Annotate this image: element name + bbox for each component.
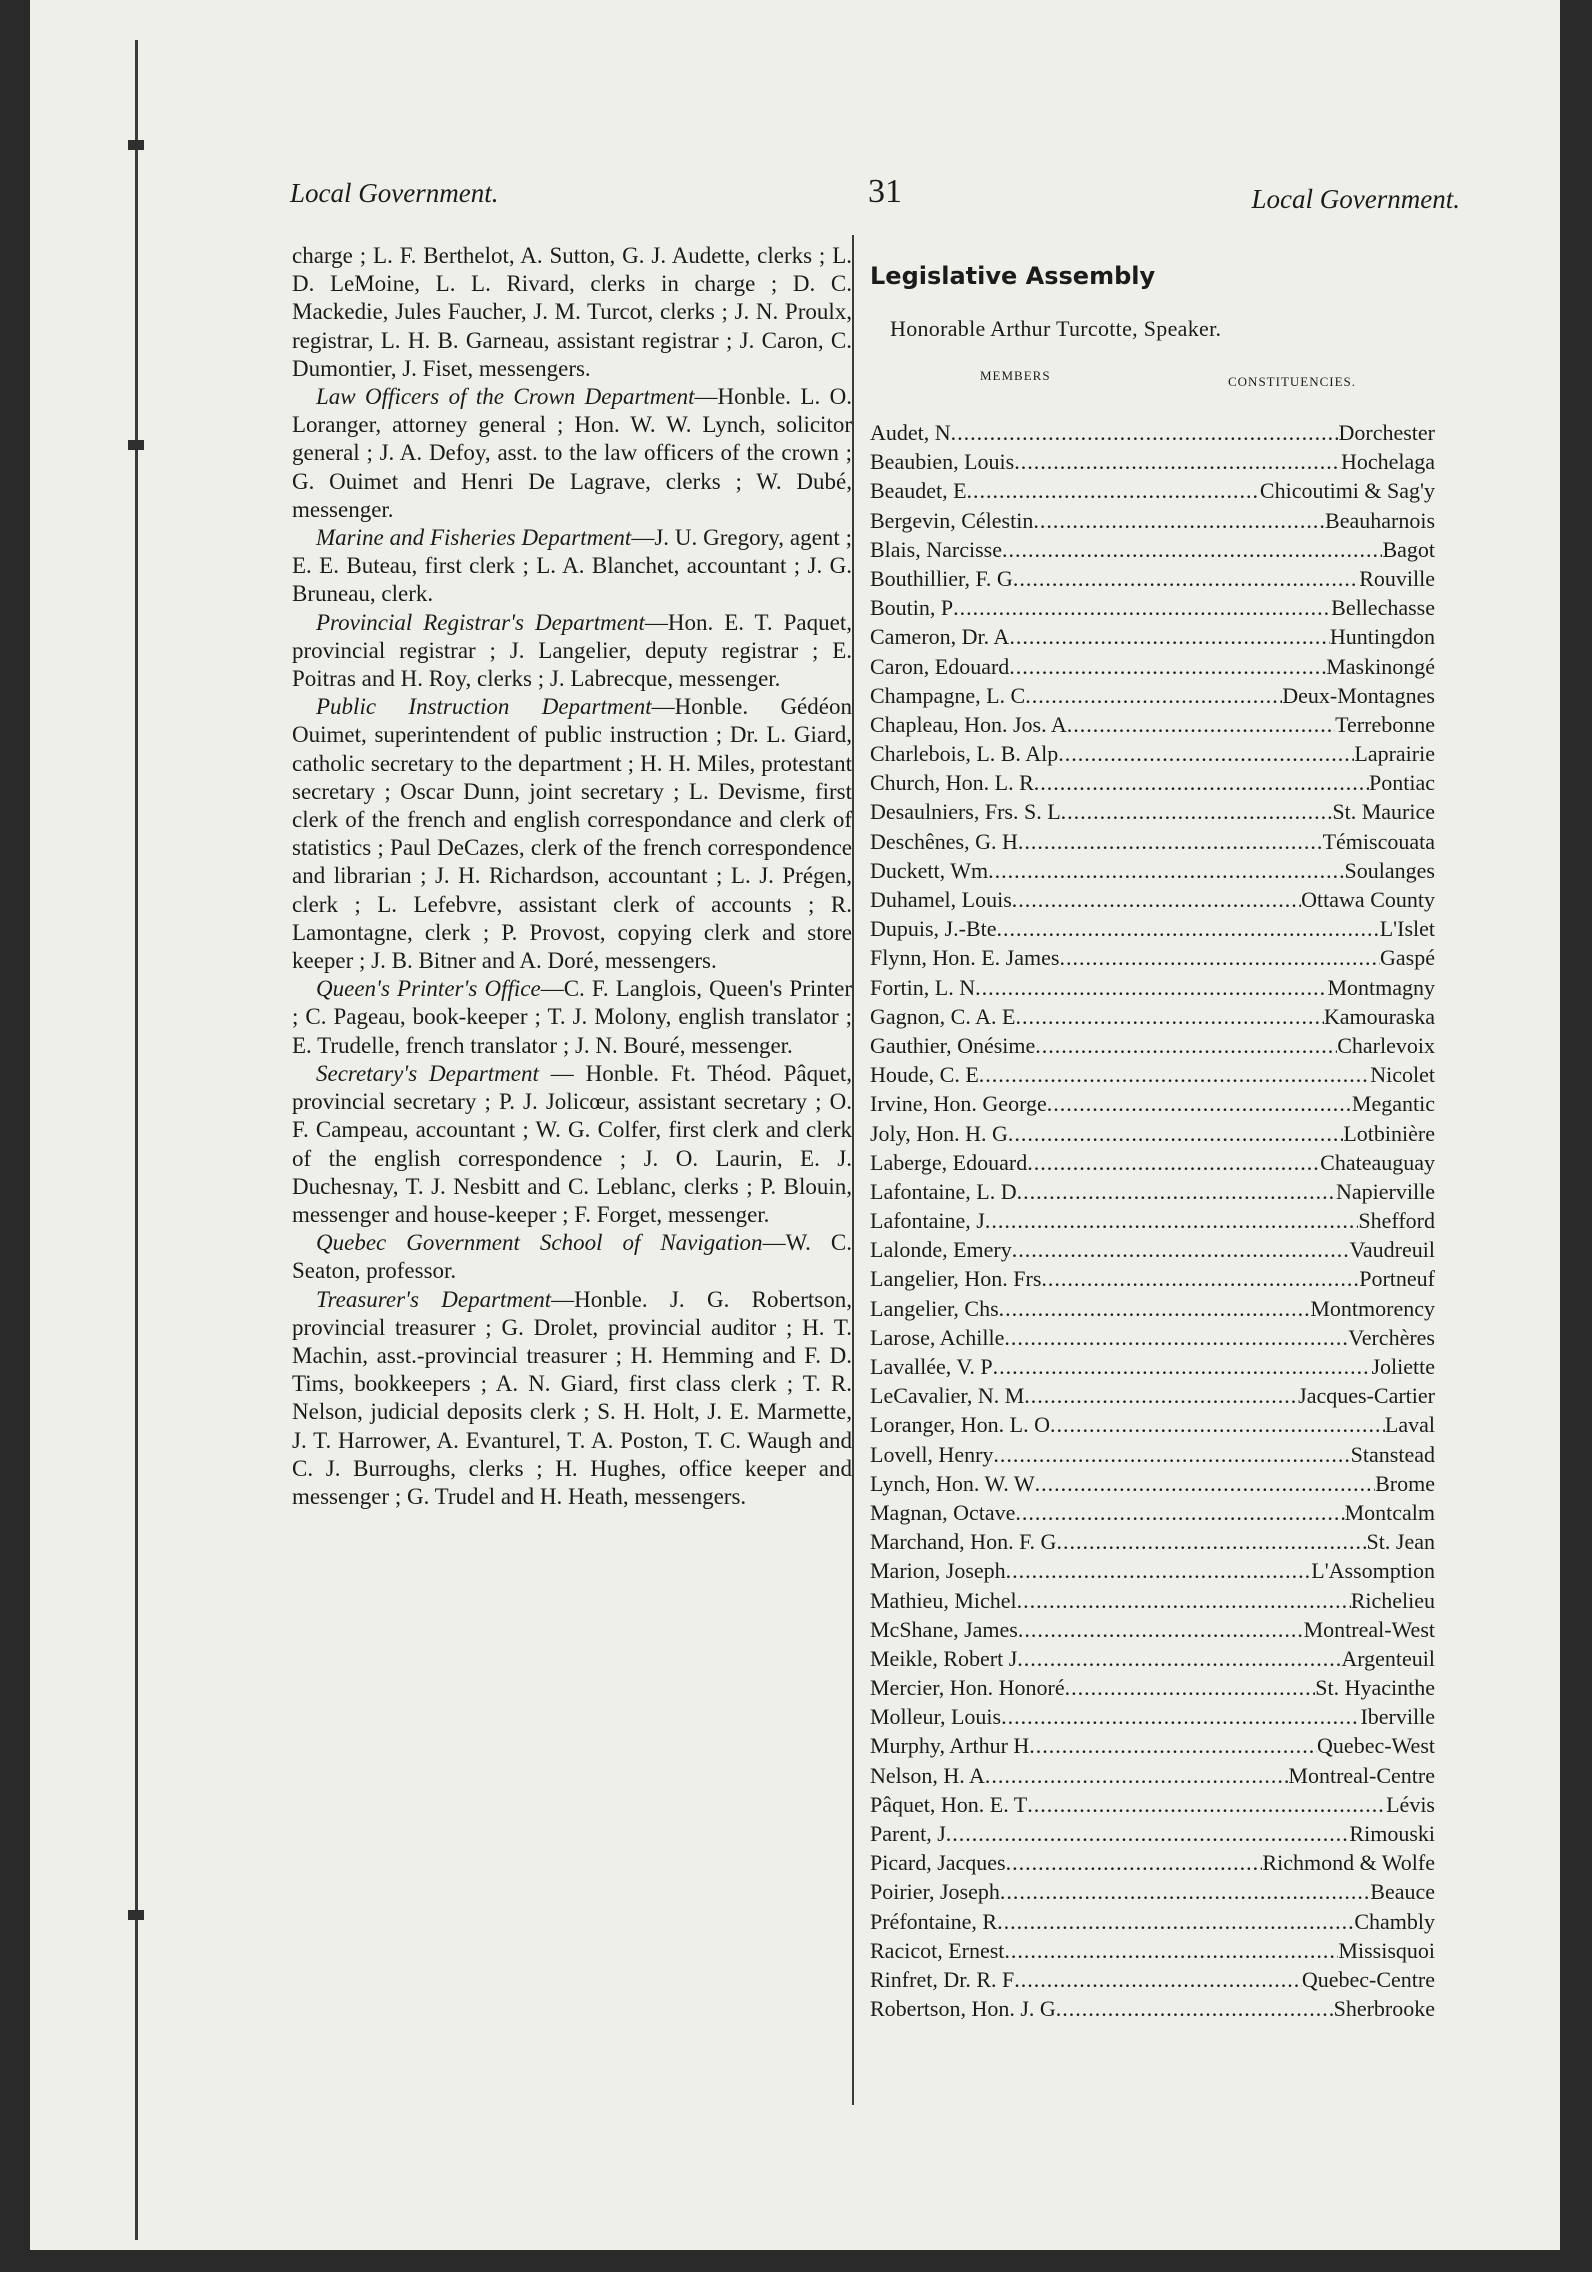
leader-dots: [1006, 1848, 1263, 1877]
dept-text-instruction: —Honble. Gédéon Ouimet, superintendent of public instruction ; Dr. L. Giard, catholic secretary to the department ; H. H. Miles, protestant secretary ; Oscar Dunn, joint secretary ; L. Devisme, first clerk of the french and english correspondance and clerk of statistics ; Paul DeCazes, clerk of the french correspondence and librarian ; J. H. Richardson, accountant ; L. J. Prégen, clerk ; L. Lefebvre, assistant clerk of accounts ; R. Lamontagne, clerk ; P. Provost, copying clerk and store keeper ; J. B. Bitner and A. Doré, messengers.: [292, 694, 852, 974]
member-constituency: Lotbinière: [1343, 1120, 1435, 1146]
member-constituency: Rimouski: [1349, 1821, 1435, 1846]
leader-dots: [1034, 768, 1369, 797]
heading-constituencies: CONSTITUENCIES.: [1228, 374, 1357, 389]
member-name: Mathieu, Michel: [870, 1587, 1017, 1613]
list-item: [870, 506, 1435, 535]
member-constituency: Shefford: [1358, 1208, 1435, 1234]
list-item: [870, 652, 1435, 681]
member-constituency: Megantic: [1351, 1091, 1435, 1117]
member-constituency: Montreal-Centre: [1288, 1762, 1435, 1788]
leader-dots: [1056, 1994, 1334, 2023]
leader-dots: [993, 1352, 1372, 1381]
dept-text-registrar: —Hon. E. T. Paquet, provincial registrar ; J. Langelier, deputy registrar ; E. Poitras and H. Roy, clerks ; J. Labrecque, messenger.: [292, 609, 852, 692]
member-name: Blais, Narcisse: [870, 536, 1002, 562]
list-item: [870, 476, 1435, 505]
member-constituency: Nicolet: [1370, 1062, 1435, 1088]
document-page: [30, 0, 1560, 2250]
member-name: Langelier, Chs: [870, 1295, 999, 1321]
member-name: Audet, N: [870, 420, 951, 445]
list-item: [870, 1498, 1435, 1527]
list-item: [870, 885, 1435, 914]
column-headings: [870, 368, 1435, 418]
list-item: [870, 856, 1435, 885]
member-constituency: Montreal-West: [1303, 1616, 1435, 1642]
speaker-line: Honorable Arthur Turcotte, Speaker.: [890, 316, 1222, 341]
list-item: [870, 1235, 1435, 1264]
list-item: [870, 1790, 1435, 1819]
dept-title-secretary: Secretary's Department: [316, 1060, 539, 1086]
member-name: Gauthier, Onésime: [870, 1032, 1036, 1058]
list-item: [870, 1615, 1435, 1644]
leader-dots: [1067, 710, 1335, 739]
member-name: Lavallée, V. P: [870, 1354, 993, 1379]
list-item: [870, 1877, 1435, 1906]
leader-dots: [1015, 1498, 1344, 1527]
departments-column: [292, 242, 852, 1511]
paragraph-navigation: [292, 1229, 852, 1285]
dept-title-law: Law Officers of the Crown Department: [316, 384, 695, 410]
member-constituency: Beauharnois: [1325, 507, 1435, 533]
leader-dots: [1008, 1119, 1343, 1148]
leader-dots: [975, 973, 1327, 1002]
member-name: Houde, C. E: [870, 1062, 979, 1088]
list-item: [870, 1702, 1435, 1731]
list-item: [870, 535, 1435, 564]
leader-dots: [1033, 506, 1325, 535]
leader-dots: [1059, 943, 1380, 972]
leader-dots: [1017, 1177, 1336, 1206]
leader-dots: [997, 914, 1380, 943]
member-constituency: Iberville: [1360, 1704, 1435, 1730]
member-constituency: St. Jean: [1366, 1529, 1435, 1555]
member-constituency: Jacques-Cartier: [1298, 1383, 1435, 1409]
list-item: [870, 1469, 1435, 1498]
member-constituency: Montcalm: [1344, 1499, 1435, 1525]
list-item: [870, 418, 1435, 447]
member-constituency: Témiscouata: [1322, 828, 1435, 854]
member-name: Mercier, Hon. Honoré: [870, 1675, 1065, 1701]
list-item: [870, 1148, 1435, 1177]
leader-dots: [979, 1060, 1370, 1089]
member-constituency: St. Hyacinthe: [1315, 1675, 1435, 1701]
list-item: [870, 564, 1435, 593]
member-constituency: Ottawa County: [1301, 887, 1435, 912]
member-constituency: Soulanges: [1344, 857, 1435, 883]
dept-title-navigation: Quebec Government School of Navigation: [316, 1230, 763, 1256]
member-constituency: Charlevoix: [1337, 1032, 1435, 1058]
paragraph-printer: [292, 975, 852, 1060]
member-name: Beaubien, Louis: [870, 449, 1015, 475]
member-name: Fortin, L. N: [870, 974, 976, 1000]
dept-text-treasurer: —Honble. J. G. Robertson, provincial treasurer ; G. Drolet, provincial auditor ; H. T. Machin, asst.-provincial treasurer ; H. Hemming and F. D. Tims, bookkeepers ; A. N. Giard, first class clerk ; T. R. Nelson, judicial deposits clerk ; S. H. Holt, J. E. Marmette, J. T. Harrower, A. Evanturel, T. A. Poston, T. C. Waugh and C. J. Burroughs, clerks ; H. Hughes, office keeper and messenger ; G. Trudel and H. Heath, messengers.: [292, 1286, 852, 1509]
list-item: [870, 1264, 1435, 1293]
leader-dots: [1035, 1469, 1376, 1498]
member-name: Boutin, P: [870, 595, 954, 621]
leader-dots: [1065, 1673, 1316, 1702]
list-item: [870, 1907, 1435, 1936]
member-name: Racicot, Ernest: [870, 1937, 1005, 1963]
list-item: [870, 1206, 1435, 1235]
leader-dots: [953, 593, 1331, 622]
running-header: [290, 168, 1460, 238]
member-constituency: Beauce: [1370, 1879, 1435, 1905]
list-item: [870, 622, 1435, 651]
binding-mark: [128, 140, 144, 150]
member-constituency: Stanstead: [1350, 1441, 1435, 1467]
member-name: Magnan, Octave: [870, 1499, 1016, 1525]
member-name: Bergevin, Célestin: [870, 507, 1034, 533]
list-item: [870, 1936, 1435, 1965]
page-number: 31: [868, 173, 902, 210]
member-constituency: Bagot: [1382, 536, 1435, 562]
leader-dots: [1012, 885, 1301, 914]
member-constituency: Montmagny: [1327, 974, 1435, 1000]
member-name: Deschênes, G. H: [870, 828, 1018, 854]
member-name: Bouthillier, F. G: [870, 565, 1013, 591]
leader-dots: [1050, 1410, 1385, 1439]
member-constituency: Richelieu: [1350, 1587, 1435, 1613]
member-constituency: Joliette: [1371, 1354, 1435, 1379]
leader-dots: [1015, 1002, 1323, 1031]
list-item: [870, 1381, 1435, 1410]
dept-text-law: —Honble. L. O. Loranger, attorney general ; Hon. W. W. Lynch, solicitor general ; J. A. Defoy, asst. to the law officers of the crown ; G. Ouimet and Henri De Lagrave, clerks ; W. Dubé, messenger.: [292, 384, 852, 522]
leader-dots: [985, 1761, 1289, 1790]
member-name: Duhamel, Louis: [870, 887, 1012, 912]
member-name: Beaudet, E: [870, 478, 967, 504]
member-constituency: Napierville: [1336, 1178, 1435, 1204]
list-item: [870, 1352, 1435, 1381]
member-name: Gagnon, C. A. E: [870, 1003, 1016, 1029]
member-name: Irvine, Hon. George: [870, 1091, 1047, 1117]
member-constituency: Chateauguay: [1320, 1149, 1435, 1175]
member-constituency: Quebec-Centre: [1301, 1966, 1435, 1992]
list-item: [870, 1410, 1435, 1439]
list-item: [870, 1586, 1435, 1615]
leader-dots: [1017, 1644, 1341, 1673]
list-item: [870, 710, 1435, 739]
list-item: [870, 1527, 1435, 1556]
list-item: [870, 1177, 1435, 1206]
leader-dots: [1041, 1264, 1359, 1293]
leader-dots: [997, 1907, 1354, 1936]
leader-dots: [1009, 652, 1326, 681]
list-item: [870, 1002, 1435, 1031]
leader-dots: [1027, 1790, 1386, 1819]
member-constituency: Huntingdon: [1329, 624, 1435, 650]
paragraph-instruction: [292, 693, 852, 975]
member-name: Dupuis, J.-Bte: [870, 916, 997, 942]
member-name: Laberge, Edouard: [870, 1149, 1028, 1175]
member-name: Langelier, Hon. Frs: [870, 1266, 1042, 1292]
list-item: [870, 1323, 1435, 1352]
member-constituency: Vaudreuil: [1349, 1237, 1435, 1263]
paragraph-secretary: [292, 1060, 852, 1229]
binding-mark: [128, 1910, 144, 1920]
leader-dots: [1056, 1527, 1366, 1556]
section-title: Legislative Assembly: [870, 262, 1156, 290]
leader-dots: [1000, 1877, 1370, 1906]
member-constituency: Lévis: [1386, 1791, 1435, 1817]
leader-dots: [1013, 564, 1359, 593]
member-name: Champagne, L. C: [870, 682, 1026, 708]
list-item: [870, 1060, 1435, 1089]
member-name: Lovell, Henry: [870, 1441, 994, 1467]
header-left: Local Government.: [290, 178, 499, 208]
member-constituency: L'Assomption: [1311, 1558, 1435, 1584]
list-item: [870, 973, 1435, 1002]
leader-dots: [946, 1819, 1350, 1848]
header-right: Local Government.: [1251, 184, 1460, 214]
dept-title-printer: Queen's Printer's Office: [316, 976, 541, 1002]
list-item: [870, 827, 1435, 856]
member-name: Lynch, Hon. W. W: [870, 1470, 1035, 1496]
member-name: Cameron, Dr. A: [870, 624, 1010, 650]
list-item: [870, 1731, 1435, 1760]
list-item: [870, 739, 1435, 768]
member-name: Larose, Achille: [870, 1324, 1005, 1350]
binding-mark: [128, 440, 144, 450]
member-name: Préfontaine, R: [870, 1908, 998, 1934]
heading-members: MEMBERS: [980, 368, 1051, 383]
dept-text-printer: —C. F. Langlois, Queen's Printer ; C. Pageau, book-keeper ; T. J. Molony, english translator ; E. Trudelle, french translator ; J. N. Bouré, messenger.: [292, 976, 852, 1058]
members-list: [870, 418, 1435, 2023]
column-rule: [852, 235, 854, 2105]
member-name: Loranger, Hon. L. O: [870, 1412, 1050, 1438]
member-constituency: St. Maurice: [1332, 799, 1435, 825]
leader-dots: [1014, 1965, 1302, 1994]
member-constituency: Bellechasse: [1331, 595, 1435, 621]
member-name: Chapleau, Hon. Jos. A: [870, 711, 1067, 737]
list-item: [870, 1294, 1435, 1323]
member-constituency: Gaspé: [1380, 945, 1435, 971]
member-name: Church, Hon. L. R: [870, 770, 1034, 796]
member-name: Marchand, Hon. F. G: [870, 1529, 1057, 1555]
member-name: Meikle, Robert J: [870, 1645, 1018, 1671]
list-item: [870, 943, 1435, 972]
member-constituency: Quebec-West: [1317, 1733, 1435, 1759]
list-item: [870, 1556, 1435, 1585]
member-constituency: Chambly: [1354, 1908, 1435, 1934]
dept-title-marine: Marine and Fisheries Department: [316, 525, 632, 551]
dept-title-treasurer: Treasurer's Department: [316, 1286, 552, 1312]
member-constituency: L'Islet: [1379, 916, 1435, 942]
paragraph-marine: [292, 524, 852, 609]
leader-dots: [1024, 1381, 1298, 1410]
member-constituency: Argenteuil: [1341, 1645, 1435, 1671]
list-item: [870, 1119, 1435, 1148]
leader-dots: [967, 476, 1260, 505]
member-constituency: Laprairie: [1354, 741, 1435, 767]
list-item: [870, 1644, 1435, 1673]
list-item: [870, 1819, 1435, 1848]
leader-dots: [985, 1206, 1359, 1235]
leader-dots: [1061, 797, 1333, 826]
dept-text-navigation: —W. C. Seaton, professor.: [292, 1230, 852, 1284]
list-item: [870, 681, 1435, 710]
member-constituency: Terrebonne: [1335, 711, 1435, 737]
member-constituency: Portneuf: [1359, 1266, 1435, 1292]
list-item: [870, 1848, 1435, 1877]
member-name: Poirier, Joseph: [870, 1879, 1000, 1905]
member-constituency: Laval: [1384, 1412, 1435, 1438]
leader-dots: [1002, 535, 1382, 564]
list-item: [870, 447, 1435, 476]
member-constituency: Pontiac: [1369, 770, 1435, 796]
leader-dots: [1058, 739, 1354, 768]
member-constituency: Richmond & Wolfe: [1262, 1850, 1435, 1876]
member-constituency: Verchères: [1348, 1324, 1435, 1350]
member-name: LeCavalier, N. M: [870, 1383, 1025, 1409]
dept-title-instruction: Public Instruction Department: [316, 694, 652, 720]
dept-text-marine: —J. U. Gregory, agent ; E. E. Buteau, first clerk ; L. A. Blanchet, accountant ; J. G. Bruneau, clerk.: [292, 525, 852, 607]
list-item: [870, 1031, 1435, 1060]
leader-dots: [1017, 1586, 1351, 1615]
leader-dots: [1035, 1031, 1337, 1060]
leader-dots: [1004, 1323, 1348, 1352]
list-item: [870, 797, 1435, 826]
member-constituency: Maskinongé: [1326, 653, 1435, 679]
member-constituency: Deux-Montagnes: [1282, 682, 1435, 708]
member-constituency: Dorchester: [1338, 420, 1435, 445]
member-name: Flynn, Hon. E. James: [870, 945, 1060, 971]
leader-dots: [1012, 1235, 1350, 1264]
member-constituency: Hochelaga: [1340, 449, 1435, 475]
leader-dots: [1025, 681, 1282, 710]
member-name: Caron, Edouard: [870, 653, 1010, 679]
member-constituency: Chicoutimi & Sag'y: [1259, 478, 1435, 504]
leader-dots: [1018, 827, 1323, 856]
member-constituency: Missisquoi: [1338, 1937, 1435, 1963]
paragraph-registrar: [292, 609, 852, 694]
leader-dots: [1014, 447, 1341, 476]
leader-dots: [1006, 1556, 1312, 1585]
leader-dots: [1029, 1731, 1317, 1760]
member-name: Lafontaine, J: [870, 1208, 985, 1234]
leader-dots: [951, 418, 1339, 447]
leader-dots: [1027, 1148, 1320, 1177]
dept-text-secretary: — Honble. Ft. Théod. Pâquet, provincial secretary ; P. J. Jolicœur, assistant secretary ; O. F. Campeau, accountant ; W. G. Colfer, first clerk and clerk of the english correspondence ; J. O. Laurin, E. J. Duchesnay, T. J. Nesbitt and C. Leblanc, clerks ; P. Blouin, messenger and house-keeper ; F. Forget, messenger.: [292, 1060, 852, 1227]
member-name: Charlebois, L. B. Alp: [870, 741, 1059, 767]
list-item: [870, 593, 1435, 622]
member-name: Duckett, Wm: [870, 857, 989, 883]
member-name: Rinfret, Dr. R. F: [870, 1966, 1015, 1992]
list-item: [870, 914, 1435, 943]
list-item: [870, 1965, 1435, 1994]
member-name: Lalonde, Emery: [870, 1237, 1012, 1263]
leader-dots: [1004, 1936, 1338, 1965]
leader-dots: [988, 856, 1344, 885]
member-name: Marion, Joseph: [870, 1558, 1006, 1584]
dept-title-registrar: Provincial Registrar's Department: [316, 609, 645, 635]
member-name: Joly, Hon. H. G: [870, 1120, 1008, 1146]
member-name: Nelson, H. A: [870, 1762, 985, 1788]
leader-dots: [999, 1294, 1311, 1323]
member-constituency: Montmorency: [1310, 1295, 1435, 1321]
list-item: [870, 1994, 1435, 2023]
member-name: Molleur, Louis: [870, 1704, 1002, 1730]
member-name: Murphy, Arthur H: [870, 1733, 1030, 1759]
member-name: Desaulniers, Frs. S. L: [870, 799, 1061, 825]
list-item: [870, 768, 1435, 797]
paragraph-continuation: charge ; L. F. Berthelot, A. Sutton, G. J. Audette, clerks ; L. D. LeMoine, L. L. Rivard, clerks in charge ; D. C. Mackedie, Jules Faucher, J. M. Turcot, clerks ; J. N. Proulx, registrar, L. H. B. Garneau, assistant registrar ; J. Caron, C. Dumontier, J. Fiset, messengers.: [292, 243, 852, 381]
list-item: [870, 1761, 1435, 1790]
member-name: Pâquet, Hon. E. T: [870, 1791, 1028, 1817]
assembly-column: [870, 262, 1435, 2023]
list-item: [870, 1089, 1435, 1118]
leader-dots: [1047, 1089, 1352, 1118]
member-constituency: Brome: [1375, 1470, 1435, 1496]
list-item: [870, 1673, 1435, 1702]
leader-dots: [1009, 622, 1330, 651]
list-item: [870, 1440, 1435, 1469]
member-constituency: Kamouraska: [1323, 1003, 1435, 1029]
member-constituency: Rouville: [1359, 565, 1435, 591]
leader-dots: [1018, 1615, 1304, 1644]
leader-dots: [993, 1440, 1350, 1469]
member-name: Picard, Jacques: [870, 1850, 1006, 1876]
paragraph-law-officers: [292, 383, 852, 524]
member-name: McShane, James: [870, 1616, 1018, 1642]
member-name: Robertson, Hon. J. G: [870, 1996, 1056, 2022]
member-name: Lafontaine, L. D: [870, 1178, 1017, 1204]
leader-dots: [1001, 1702, 1360, 1731]
member-name: Parent, J: [870, 1821, 946, 1846]
paragraph-treasurer: [292, 1286, 852, 1512]
member-constituency: Sherbrooke: [1333, 1996, 1435, 2022]
